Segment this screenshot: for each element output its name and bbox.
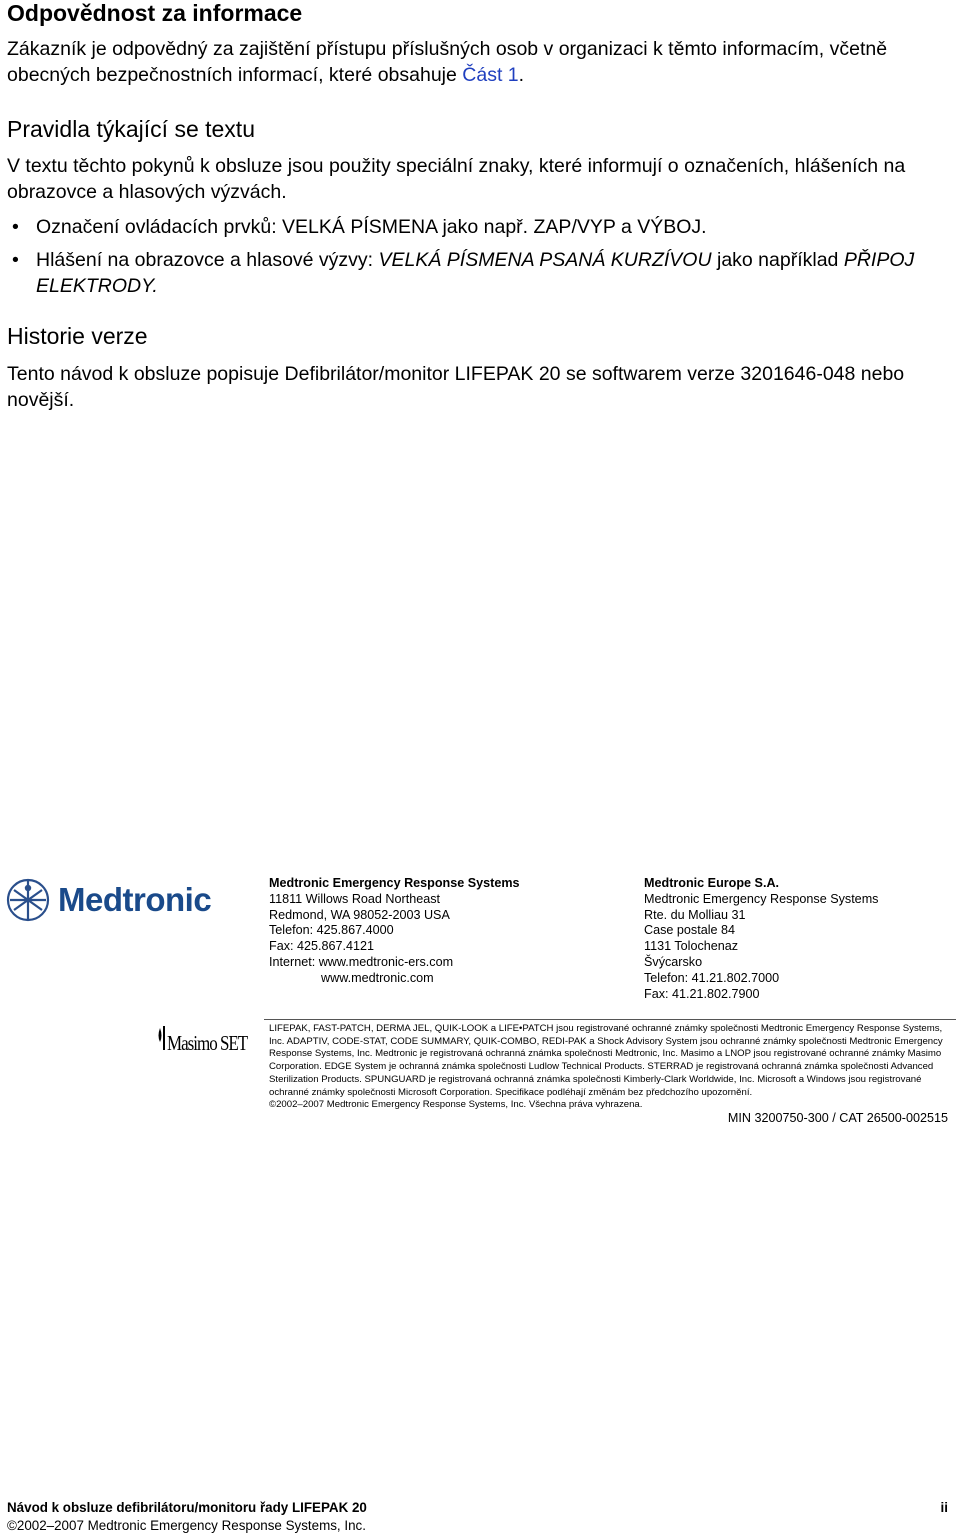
trademark-notice: LIFEPAK, FAST-PATCH, DERMA JEL, QUIK-LOOK a LIFE•PATCH jsou registrované ochranné známky společnosti Medtronic Emergency Response Systems, Inc. ADAPTIV, CODE-STAT, CODE SUMMARY, QUIK-COMBO, REDI-PAK a Shock Advisory System jsou ochranné známky společnosti Medtronic Emergency Response Systems, Inc. Medtronic je registrovaná ochranná známka společnosti Medtronic, Inc. Masimo a LNOP jsou registrované ochranné známky Masimo Corporation. EDGE System je ochranná známka společnosti Ludlow Technical Products. STERRAD je registrovaná ochranná známka společnosti Advanced Sterilization Products. SPUNGUARD je registrovaná ochranná známka společnosti Kimberly-Clark Worldwide, Inc. Microsoft a Windows jsou registrované ochranné známky společnosti Microsoft Corporation. Specifikace podléhají změnám bez předchozího upozornění. bbox=[269, 1023, 943, 1098]
bullet-text: . bbox=[152, 275, 158, 297]
legal-divider bbox=[264, 1019, 956, 1020]
bullet-text: jako např. bbox=[437, 216, 534, 238]
address-line: 11811 Willows Road Northeast bbox=[269, 891, 441, 906]
bullet-text: a bbox=[615, 216, 638, 238]
address-company: Medtronic Emergency Response Systems bbox=[269, 876, 520, 890]
medtronic-wordmark: Medtronic bbox=[58, 881, 212, 918]
address-line: 1131 Tolochenaz bbox=[644, 939, 739, 954]
address-line: Fax: 41.21.802.7900 bbox=[644, 986, 760, 1001]
legal-copyright: ©2002–2007 Medtronic Emergency Response Systems, Inc. Všechna práva vyhrazena. bbox=[269, 1099, 643, 1111]
address-line: Medtronic Emergency Response Systems bbox=[644, 891, 879, 906]
masimo-set-logo bbox=[154, 1022, 248, 1058]
text-rules-paragraph: V textu těchto pokynů k obsluze jsou použity speciální znaky, které informují o označeních, hlášeních na obrazovce a hlasových výzvách. bbox=[7, 155, 906, 203]
footer-title: Návod k obsluze defibrilátoru/monitoru řady LIFEPAK 20 bbox=[7, 1500, 367, 1515]
version-history-paragraph: Tento návod k obsluze popisuje Defibrilátor/monitor LIFEPAK 20 se softwarem verze 3201646-048 nebo novější. bbox=[7, 363, 905, 411]
address-line: Case postale 84 bbox=[644, 923, 736, 938]
italic-example: PŘIPOJ ELEKTRODY bbox=[36, 249, 915, 297]
min-cat-number: MIN 3200750-300 / CAT 26500-002515 bbox=[727, 1111, 948, 1125]
paragraph-text: Zákazník je odpovědný za zajištění přístupu příslušných osob v organizaci k těmto informacím, včetně obecných bezpečnostních informací, které obsahuje bbox=[7, 38, 888, 86]
address-company: Medtronic Europe S.A. bbox=[644, 876, 780, 890]
section-heading-version-history: Historie verze bbox=[7, 323, 148, 349]
paragraph-end: . bbox=[518, 64, 525, 86]
address-line: Rte. du Molliau 31 bbox=[644, 907, 746, 922]
bullet-icon: • bbox=[12, 249, 19, 271]
part1-link[interactable]: Část 1 bbox=[462, 64, 519, 86]
address-line: Švýcarsko bbox=[644, 954, 703, 969]
address-line: www.medtronic.com bbox=[321, 970, 434, 985]
caps-example: VÝBOJ bbox=[637, 216, 702, 238]
address-line: Telefon: 425.867.4000 bbox=[269, 923, 394, 938]
address-line: Telefon: 41.21.802.7000 bbox=[644, 970, 780, 985]
list-item bbox=[7, 247, 947, 299]
address-us bbox=[269, 876, 520, 987]
caps-example: ZAP/VYP bbox=[533, 216, 616, 238]
masimo-set-wordmark: Masimo SET bbox=[167, 1031, 248, 1055]
section-heading-responsibility: Odpovědnost za informace bbox=[7, 0, 303, 26]
text-rules-list bbox=[7, 214, 947, 299]
caps-example: VELKÁ PÍSMENA bbox=[282, 216, 438, 238]
page-number: ii bbox=[940, 1500, 948, 1515]
address-line: Redmond, WA 98052-2003 USA bbox=[269, 907, 450, 922]
list-item bbox=[7, 214, 947, 240]
responsibility-paragraph bbox=[7, 36, 947, 88]
italic-example: VELKÁ PÍSMENA PSANÁ KURZÍVOU bbox=[378, 249, 712, 271]
footer-copyright: ©2002–2007 Medtronic Emergency Response Systems, Inc. bbox=[7, 1518, 366, 1533]
bullet-icon: • bbox=[12, 216, 19, 238]
bullet-text: Označení ovládacích prvků: bbox=[36, 216, 283, 238]
address-line: Internet: www.medtronic-ers.com bbox=[269, 954, 454, 969]
bullet-text: jako například bbox=[711, 249, 844, 271]
section-heading-text-rules: Pravidla týkající se textu bbox=[7, 116, 255, 142]
medtronic-logo bbox=[2, 874, 234, 926]
legal-block bbox=[269, 1023, 953, 1112]
address-eu bbox=[644, 876, 878, 1002]
bullet-text: . bbox=[701, 216, 707, 238]
bullet-text: Hlášení na obrazovce a hlasové výzvy: bbox=[36, 249, 379, 271]
address-line: Fax: 425.867.4121 bbox=[269, 939, 375, 954]
